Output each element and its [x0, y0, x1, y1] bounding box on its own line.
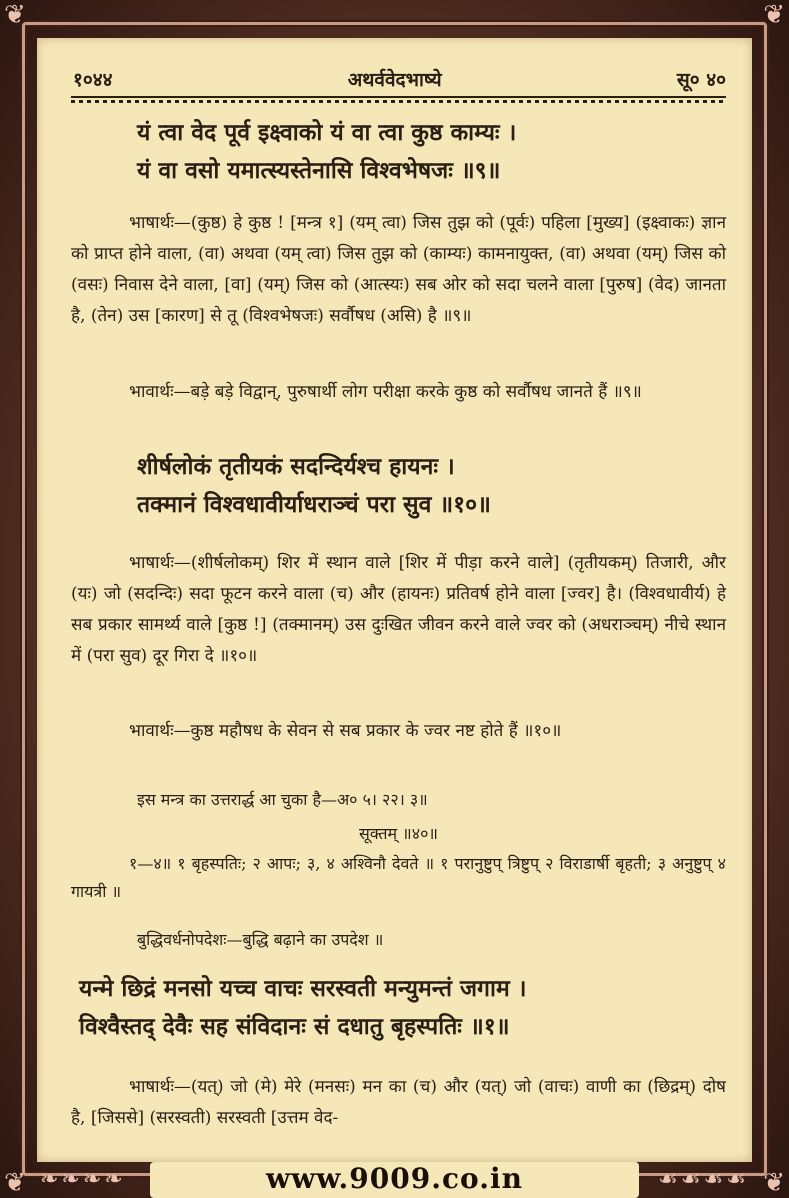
mantra-line: यन्मे छिद्रं मनसो यच्च वाचः सरस्वती मन्युमन्तं जगाम । [79, 975, 527, 1002]
corner-ornament-icon: ❦ [4, 1168, 26, 1198]
reference-note: इस मन्त्र का उत्तरार्द्ध आ चुका है—अ० ५। २२। ३॥ [137, 790, 428, 809]
footer-ornament-icon: ❧❧❧❧ [40, 1167, 126, 1192]
website-footer[interactable] [0, 1162, 789, 1196]
mantra-line: शीर्षलोकं तृतीयकं सदन्दिर्यश्च हायनः । [137, 453, 455, 480]
bhashya-10 [71, 548, 726, 672]
corner-ornament-icon: ❦ [763, 1168, 785, 1198]
mantra-line: यं वा वसो यमात्स्यस्तेनासि विश्वभेषजः ॥९॥ [137, 157, 501, 184]
bhashya-9 [71, 208, 726, 332]
mantra-line: तक्मानं विश्वधावीर्याधराञ्चं परा सुव ॥१०॥ [137, 491, 491, 518]
website-link[interactable]: www.9009.co.in [266, 1162, 523, 1195]
deity-metre-info: १—४॥ १ बृहस्पतिः; २ आपः; ३, ४ अश्विनौ देवते ॥ १ परानुष्टुप् त्रिष्टुप् २ विराडार्षी बृहती; ३ अनुष्टुप् ४ गायत्री ॥ [71, 854, 726, 901]
page-number: १०४४ [73, 69, 113, 91]
bhashya-1 [71, 1072, 726, 1134]
mantra-9 [71, 114, 726, 190]
mantra-line: विश्वैस्तद् देवैः सह संविदानः सं दधातु बृहस्पतिः ॥१॥ [79, 1013, 510, 1040]
translation-paragraph: भाषार्थः—(कुष्ठ) हे कुष्ठ ! [मन्त्र १] (यम् त्वा) जिस तुझ को (पूर्वः) पहिला [मुख्य] (इक्ष्वाकः) ज्ञान को प्राप्त होने वाला, (वा) अथवा (यम् त्वा) जिस तुझ को (काम्यः) कामनायुक्त, (वा) अथवा (यम्) जिस को (वसः) निवास देने वाला, [वा] (यम्) जिस को (आत्स्यः) सब ओर को सदा चलने वाला [पुरुष] (वेद) जानता है, (तेन) उस [कारण] से तू (विश्वभेषजः) सर्वौषध (असि) है ॥९॥ [71, 213, 726, 326]
page-paper [37, 38, 752, 1162]
translation-paragraph: भाषार्थः—(यत्) जो (मे) मेरे (मनसः) मन का (च) और (यत्) जो (वाचः) वाणी का (छिद्रम्) दोष है, [जिससे] (सरस्वती) सरस्वती [उत्तम वेद- [71, 1077, 726, 1128]
upadesha-text: बुद्धिवर्धनोपदेशः—बुद्धि बढ़ाने का उपदेश ॥ [137, 930, 384, 949]
translation-paragraph: भाषार्थः—(शीर्षलोकम्) शिर में स्थान वाले [शिर में पीड़ा करने वाले] (तृतीयकम्) तिजारी, और (यः) जो (सदन्दिः) सदा फूटन करने वाला (च) और (हायनः) प्रतिवर्ष होने वाला [ज्वर] है। (विश्वधावीर्य) हे सब प्रकार सामर्थ्य वाले [कुष्ठ !] (तक्मानम्) उस दुःखित जीवन करने वाले ज्वर को (अधराञ्चम्) नीचे स्थान में (परा सुव) दूर गिरा दे ॥१०॥ [71, 553, 726, 666]
header-rule [71, 96, 726, 104]
meaning-paragraph: भावार्थः—कुष्ठ महौषध के सेवन से सब प्रकार के ज्वर नष्ट होते हैं ॥१०॥ [129, 721, 562, 741]
corner-ornament-icon: ❦ [4, 0, 26, 30]
note-10 [71, 786, 726, 814]
sukta-heading: सूक्तम् ॥४०॥ [359, 824, 438, 843]
mantra-line: यं त्वा वेद पूर्व इक्ष्वाको यं वा त्वा कुष्ठ काम्यः । [137, 119, 517, 146]
mantra-10 [71, 448, 726, 524]
footer-ornament-icon: ☙☙☙☙ [658, 1167, 749, 1192]
sukta-title [71, 820, 726, 848]
book-title: अथर्ववेदभाष्ये [347, 69, 442, 91]
corner-ornament-icon: ❦ [763, 0, 785, 30]
meaning-paragraph: भावार्थः—बड़े बड़े विद्वान्, पुरुषार्थी लोग परीक्षा करके कुष्ठ को सर्वौषध जानते हैं ॥९॥ [129, 382, 642, 402]
sukta-number: सू० ४० [676, 69, 726, 91]
upadesha [71, 926, 726, 954]
page-header [73, 64, 726, 94]
bhavartha-10 [71, 716, 726, 747]
bhavartha-9 [71, 377, 726, 408]
mantra-1 [71, 970, 726, 1046]
sukta-info [71, 850, 726, 906]
